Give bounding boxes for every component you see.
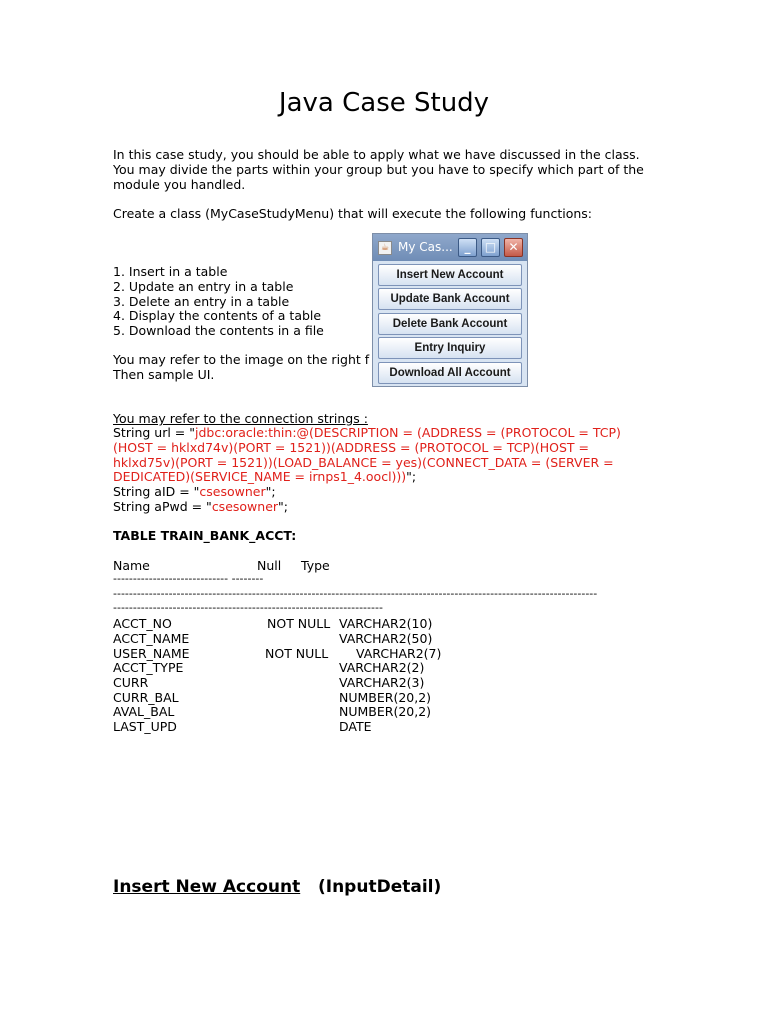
refer-line: You may refer to the image on the right f	[113, 352, 370, 367]
table-header-type: Type	[301, 558, 330, 573]
function-item: 5. Download the contents in a file	[113, 323, 324, 339]
function-list	[113, 265, 324, 339]
maximize-icon[interactable]: □	[481, 238, 500, 257]
aid-prefix: String aID = "	[113, 484, 200, 500]
column-name: CURR	[113, 675, 149, 690]
table-header-null: Null	[257, 558, 282, 573]
dash-separator: --------------------------------------------------------------------------------------------------------------------------	[113, 587, 598, 600]
function-item: 3. Delete an entry in a table	[113, 293, 290, 309]
dash-separator: --------------------------------------------------------------------	[113, 601, 383, 614]
entry-inquiry-button[interactable]: Entry Inquiry	[378, 337, 522, 359]
url-value-line: (HOST = hklxd74v)(PORT = 1521))(ADDRESS = (PROTOCOL = TCP)(HOST =	[113, 439, 589, 455]
table-heading: TABLE TRAIN_BANK_ACCT:	[113, 528, 297, 543]
column-null: NOT NULL	[265, 646, 329, 661]
window-title-bar	[373, 234, 527, 261]
column-type: VARCHAR2(3)	[339, 675, 425, 690]
column-name: USER_NAME	[113, 646, 190, 661]
apwd-value: csesowner	[211, 498, 279, 514]
aid-suffix: ";	[265, 484, 276, 500]
column-type: VARCHAR2(10)	[339, 616, 433, 631]
delete-bank-account-button[interactable]: Delete Bank Account	[378, 313, 522, 335]
page-title: Java Case Study	[278, 88, 490, 118]
intro-line: module you handled.	[113, 176, 246, 192]
function-item: 1. Insert in a table	[113, 264, 228, 279]
connection-heading: You may refer to the connection strings :	[113, 411, 368, 426]
column-type: NUMBER(20,2)	[339, 690, 432, 705]
column-type: VARCHAR2(50)	[339, 631, 433, 646]
intro-paragraph	[113, 148, 644, 192]
dash-separator: ----------------------------- --------	[113, 572, 264, 585]
function-item: 4. Display the contents of a table	[113, 308, 322, 324]
section-heading-link: Insert New Account	[113, 877, 301, 897]
sample-ui-window	[372, 233, 528, 387]
minimize-icon[interactable]: _	[458, 238, 477, 257]
column-name: AVAL_BAL	[113, 704, 175, 719]
column-name: ACCT_TYPE	[113, 660, 184, 675]
apwd-suffix: ";	[278, 498, 288, 514]
column-null: NOT NULL	[267, 616, 331, 631]
create-class-line: Create a class (MyCaseStudyMenu) that will execute the following functions:	[113, 206, 593, 221]
column-type: VARCHAR2(2)	[339, 660, 425, 675]
section-heading-suffix: (InputDetail)	[317, 877, 442, 897]
connection-url-block	[113, 426, 621, 515]
insert-new-account-button[interactable]: Insert New Account	[378, 264, 522, 286]
java-cup-icon: ☕	[378, 241, 392, 255]
column-type: DATE	[339, 719, 372, 734]
update-bank-account-button[interactable]: Update Bank Account	[378, 288, 522, 310]
column-name: CURR_BAL	[113, 690, 179, 705]
download-all-account-button[interactable]: Download All Account	[378, 362, 522, 384]
aid-value: csesowner	[199, 484, 266, 500]
url-prefix: String url = "	[113, 425, 195, 440]
url-value-line: DEDICATED)(SERVICE_NAME = irnps1_4.oocl)))	[113, 469, 407, 485]
column-name: LAST_UPD	[113, 719, 177, 734]
refer-line: Then sample UI.	[113, 366, 215, 382]
url-suffix: ";	[406, 469, 417, 485]
apwd-prefix: String aPwd = "	[113, 498, 212, 514]
intro-line: In this case study, you should be able to apply what we have discussed in the class.	[113, 147, 640, 162]
url-value-line: jdbc:oracle:thin:@(DESCRIPTION = (ADDRESS = (PROTOCOL = TCP)	[194, 425, 621, 440]
table-header-name: Name	[113, 558, 150, 573]
function-item: 2. Update an entry in a table	[113, 278, 294, 294]
close-icon[interactable]: ✕	[504, 238, 523, 257]
section-heading	[113, 877, 441, 897]
column-type: NUMBER(20,2)	[339, 704, 432, 719]
url-value-line: hklxd75v)(PORT = 1521))(LOAD_BALANCE = yes)(CONNECT_DATA = (SERVER =	[113, 454, 614, 470]
column-name: ACCT_NO	[113, 616, 172, 631]
refer-paragraph	[113, 353, 369, 383]
column-type: VARCHAR2(7)	[356, 646, 442, 661]
intro-line: You may divide the parts within your group but you have to specify which part of the	[113, 161, 644, 177]
column-name: ACCT_NAME	[113, 631, 190, 646]
window-title: My Cas...	[398, 240, 453, 254]
